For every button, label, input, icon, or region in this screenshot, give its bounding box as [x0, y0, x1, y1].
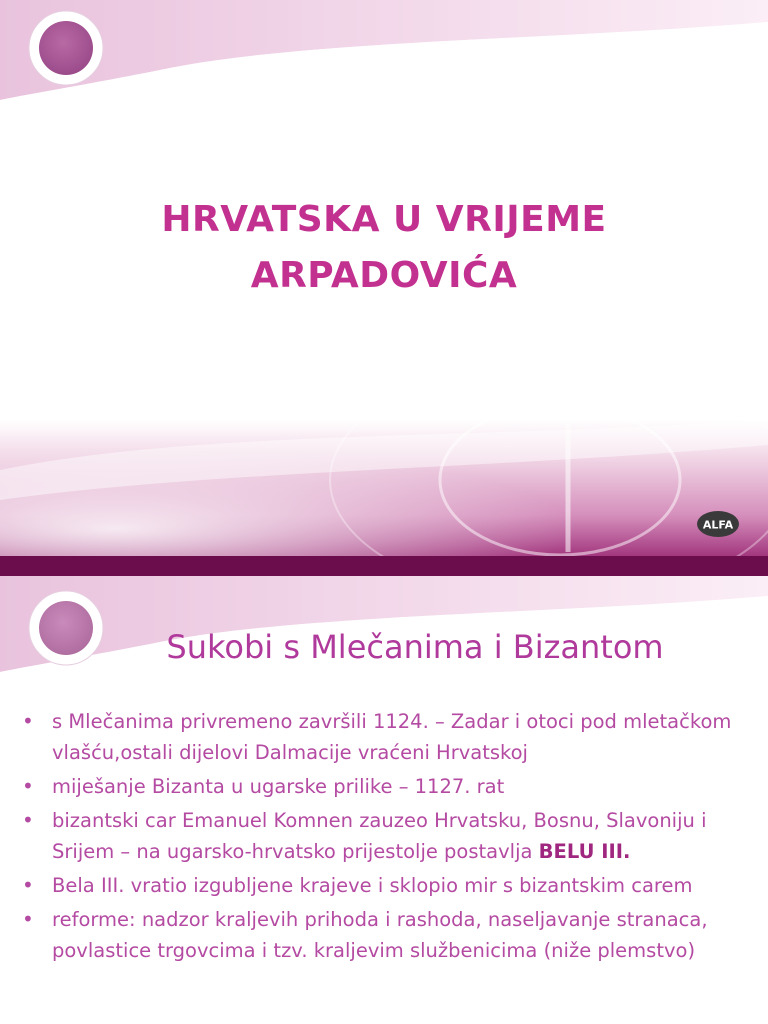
logo-text: ALFA	[702, 518, 734, 532]
list-item	[22, 805, 752, 867]
bullet-text: bizantski car Emanuel Komnen zauzeo Hrvatsku, Bosnu, Slavoniju i Srijem – na ugarsko-hrvatsko prijestolje postavlja	[52, 809, 707, 863]
list-item	[22, 706, 752, 768]
bullet-icon: •	[22, 907, 34, 931]
bullet-text: reforme: nadzor kraljevih prihoda i rashoda, naseljavanje stranaca, povlastice trgovcima i tzv. kraljevim službenicima (niže plemstvo)	[52, 908, 708, 962]
bullet-text: miješanje Bizanta u ugarske prilike – 1127. rat	[52, 775, 505, 798]
slide-title	[60, 192, 708, 304]
list-item	[22, 870, 752, 901]
bullet-bold-text: BELU III.	[538, 840, 631, 863]
list-item	[22, 771, 752, 802]
alfa-logo	[696, 509, 740, 539]
list-item	[22, 904, 752, 966]
title-line-2: ARPADOVIĆA	[250, 255, 518, 296]
bullet-list	[22, 706, 752, 969]
bullet-icon: •	[22, 873, 34, 897]
title-line-1: HRVATSKA U VRIJEME	[161, 199, 607, 240]
bullet-text: s Mlečanima privremeno završili 1124. – Zadar i otoci pod mletačkom vlašću,ostali dijelovi Dalmacije vraćeni Hrvatskoj	[52, 710, 732, 764]
content-slide	[0, 576, 768, 1024]
bullet-icon: •	[22, 774, 34, 798]
bullet-icon: •	[22, 709, 34, 733]
bullet-icon: •	[22, 808, 34, 832]
slide-title: Sukobi s Mlečanima i Bizantom	[166, 628, 664, 666]
bullet-text: Bela III. vratio izgubljene krajeve i sklopio mir s bizantskim carem	[52, 874, 693, 897]
